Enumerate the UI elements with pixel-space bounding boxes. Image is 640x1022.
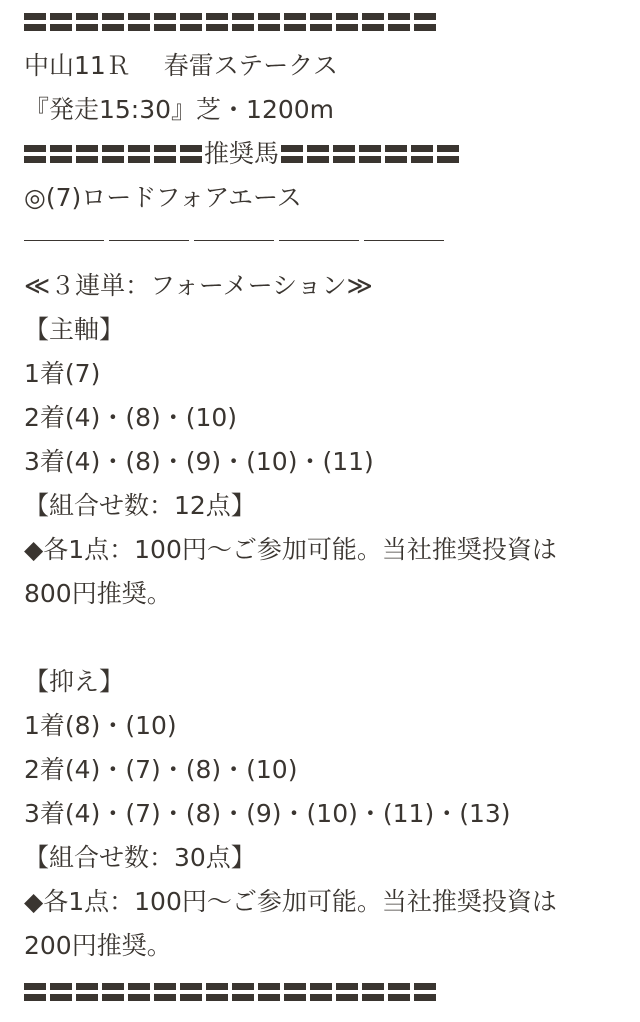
recommend-label: 推奨馬 — [204, 139, 280, 168]
sub-second-place: 2着(4)・(7)・(8)・(10) — [24, 755, 298, 784]
main-combo-count: 【組合せ数：12点】 — [24, 491, 256, 520]
start-line: 『発走15:30』芝・1200m — [24, 95, 335, 124]
sub-note-line1: ◆各1点：100円～ご参加可能。当社推奨投資は — [24, 887, 557, 916]
sub-first-place: 1着(8)・(10) — [24, 711, 177, 740]
sub-combo-count: 【組合せ数：30点】 — [24, 843, 256, 872]
main-note-line2: 800円推奨。 — [24, 579, 172, 608]
main-axis-label: 【主軸】 — [24, 315, 125, 344]
bottom-double-rule — [24, 980, 444, 1004]
race-line: 中山11Ｒ 春雷ステークス — [24, 51, 339, 80]
top-double-rule — [24, 10, 444, 34]
main-second-place: 2着(4)・(8)・(10) — [24, 403, 238, 432]
main-note-line1: ◆各1点：100円～ご参加可能。当社推奨投資は — [24, 535, 557, 564]
main-first-place: 1着(7) — [24, 359, 101, 388]
recommend-heading — [24, 132, 459, 176]
sub-note-line2: 200円推奨。 — [24, 931, 172, 960]
thin-separator — [24, 240, 444, 242]
recommend-horse: ◎(7)ロードフォアエース — [24, 183, 302, 212]
main-third-place: 3着(4)・(8)・(9)・(10)・(11) — [24, 447, 374, 476]
sub-label: 【抑え】 — [24, 667, 125, 696]
recommend-rule-right — [281, 144, 459, 164]
recommend-rule-left — [24, 144, 202, 164]
formation-title: ≪３連単：フォーメーション≫ — [24, 271, 373, 300]
sub-third-place: 3着(4)・(7)・(8)・(9)・(10)・(11)・(13) — [24, 799, 511, 828]
